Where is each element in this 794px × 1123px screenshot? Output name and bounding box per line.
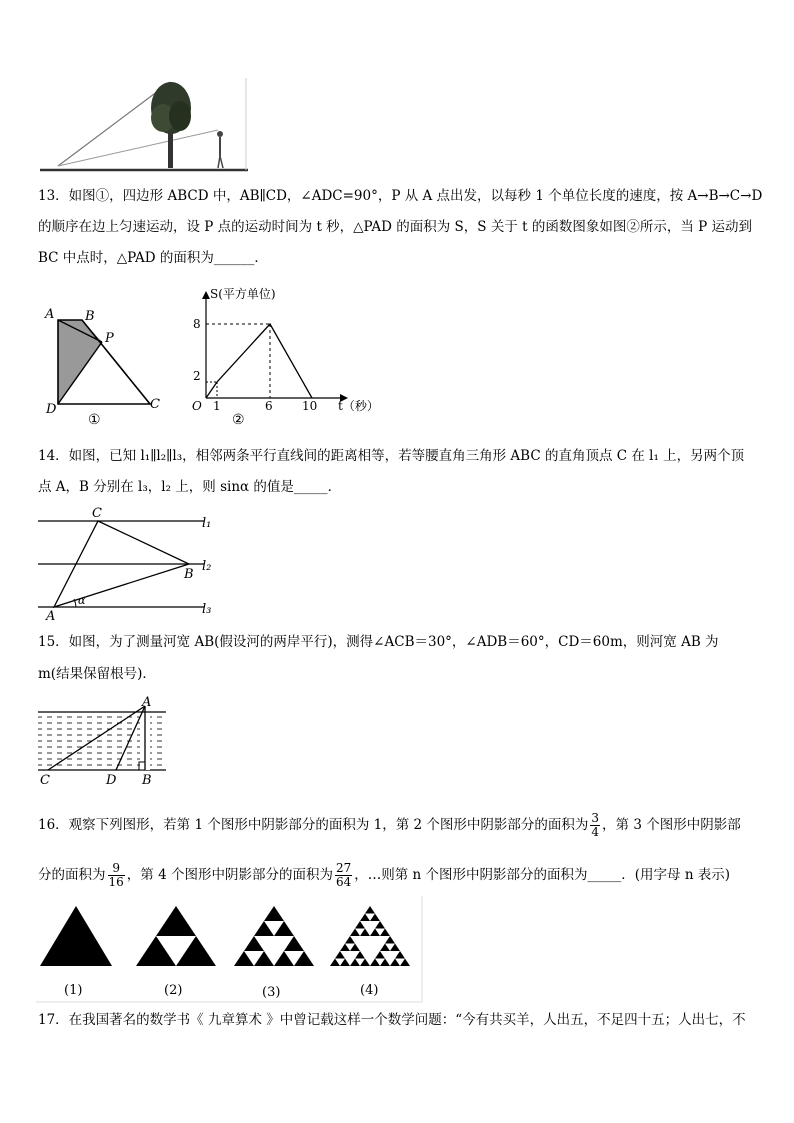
q13-figure2 [188, 284, 388, 430]
fig1-label-d: D [46, 402, 57, 417]
q14-line1: 14．如图，已知 l₁∥l₂∥l₃，相邻两条平行直线间的距离相等，若等腰直角三角形 ABC 的直角顶点 C 在 l₁ 上，另两个顶 [38, 448, 745, 464]
q14-label-l2: l₂ [202, 559, 212, 574]
q16-fraction1-numerator: 3 [591, 811, 600, 825]
sierpinski-caption-4: (4) [360, 983, 379, 998]
fig2-xlabel: t（秒） [338, 399, 379, 413]
q15-figure [36, 696, 170, 788]
q17-line1: 17．在我国著名的数学书《 九章算术 》中曾记载这样一个数学问题：“今有共买羊，人出五，不足四十五；人出七，不 [38, 1012, 746, 1028]
fig1-caption: ① [88, 412, 101, 428]
q14-label-b: B [184, 567, 194, 582]
sierpinski-3 [234, 906, 314, 966]
sierpinski-1 [40, 906, 112, 966]
fig1-label-c: C [150, 397, 160, 412]
fig2-caption: ② [232, 412, 245, 428]
q14-label-l1: l₁ [202, 516, 212, 531]
q13-line1: 13．如图①，四边形 ABCD 中，AB∥CD，∠ADC=90°，P 从 A 点出发，以每秒 1 个单位长度的速度，按 A→B→C→D [38, 188, 763, 204]
fig1-label-p: P [105, 331, 114, 346]
tree-shadow-figure [38, 78, 250, 174]
q16-fraction-9-16 [108, 862, 125, 889]
q16-line1-text-b: ，第 3 个图形中阴影部 [602, 817, 741, 833]
fig2-tick-y8: 8 [193, 317, 201, 331]
sierpinski-2 [136, 906, 216, 966]
q13-figure1 [40, 300, 180, 430]
q16-fraction3-numerator: 27 [335, 861, 352, 875]
q14-label-alpha: α [78, 594, 86, 607]
q16-fraction2-numerator: 9 [108, 862, 125, 876]
q16-fraction-3-4 [590, 812, 600, 839]
q16-line1-text-a: 16．观察下列图形，若第 1 个图形中阴影部分的面积为 1，第 2 个图形中阴影部分的面积为 [38, 817, 589, 833]
q16-line2-text-a: 分的面积为 [38, 867, 106, 883]
q16-line2 [38, 862, 758, 889]
q14-label-l3: l₃ [202, 602, 212, 617]
sierpinski-caption-1: (1) [64, 983, 83, 998]
q13-line2: 的顺序在边上匀速运动，设 P 点的运动时间为 t 秒，△PAD 的面积为 S，S 关于 t 的函数图象如图②所示，当 P 运动到 [38, 219, 753, 235]
q15-label-d: D [106, 773, 117, 788]
sierpinski-caption-3: (3) [262, 985, 281, 1000]
fig2-tick-x6: 6 [265, 399, 273, 413]
fig1-label-b: B [85, 309, 95, 324]
q15-line2: m(结果保留根号)． [38, 666, 156, 682]
q16-fraction-27-64 [335, 862, 352, 889]
sierpinski-caption-2: (2) [164, 983, 183, 998]
q16-fraction2-denominator: 16 [108, 875, 124, 889]
fig2-tick-y2: 2 [193, 369, 201, 383]
q16-line2-text-c: ，…则第 n 个图形中阴影部分的面积为_____．(用字母 n 表示) [354, 867, 731, 883]
q16-fraction3-denominator: 64 [335, 875, 352, 889]
fig2-tick-x1: 1 [213, 399, 221, 413]
q15-line1: 15．如图，为了测量河宽 AB(假设河的两岸平行)，测得∠ACB＝30°，∠ADB＝60°，CD＝60m，则河宽 AB 为 [38, 634, 719, 650]
q15-label-a: A [142, 696, 152, 710]
sierpinski-4 [330, 906, 410, 966]
q14-line2: 点 A，B 分别在 l₃，l₂ 上，则 sinα 的值是_____． [38, 479, 342, 495]
fig2-tick-x10: 10 [302, 399, 318, 413]
q15-label-b: B [142, 773, 152, 788]
q16-fraction1-denominator: 4 [591, 825, 600, 839]
q16-line1 [38, 812, 758, 839]
fig1-label-a: A [45, 307, 55, 322]
q14-figure [34, 505, 224, 623]
fig2-origin: O [192, 399, 202, 413]
fig2-ylabel: S(平方单位) [210, 287, 276, 301]
q16-sierpinski-figures [36, 896, 426, 1004]
q14-label-a: A [46, 609, 56, 623]
q14-label-c: C [92, 506, 102, 521]
q15-label-c: C [40, 773, 50, 788]
q16-line2-text-b: ，第 4 个图形中阴影部分的面积为 [126, 867, 333, 883]
q13-line3: BC 中点时，△PAD 的面积为______． [38, 250, 268, 266]
